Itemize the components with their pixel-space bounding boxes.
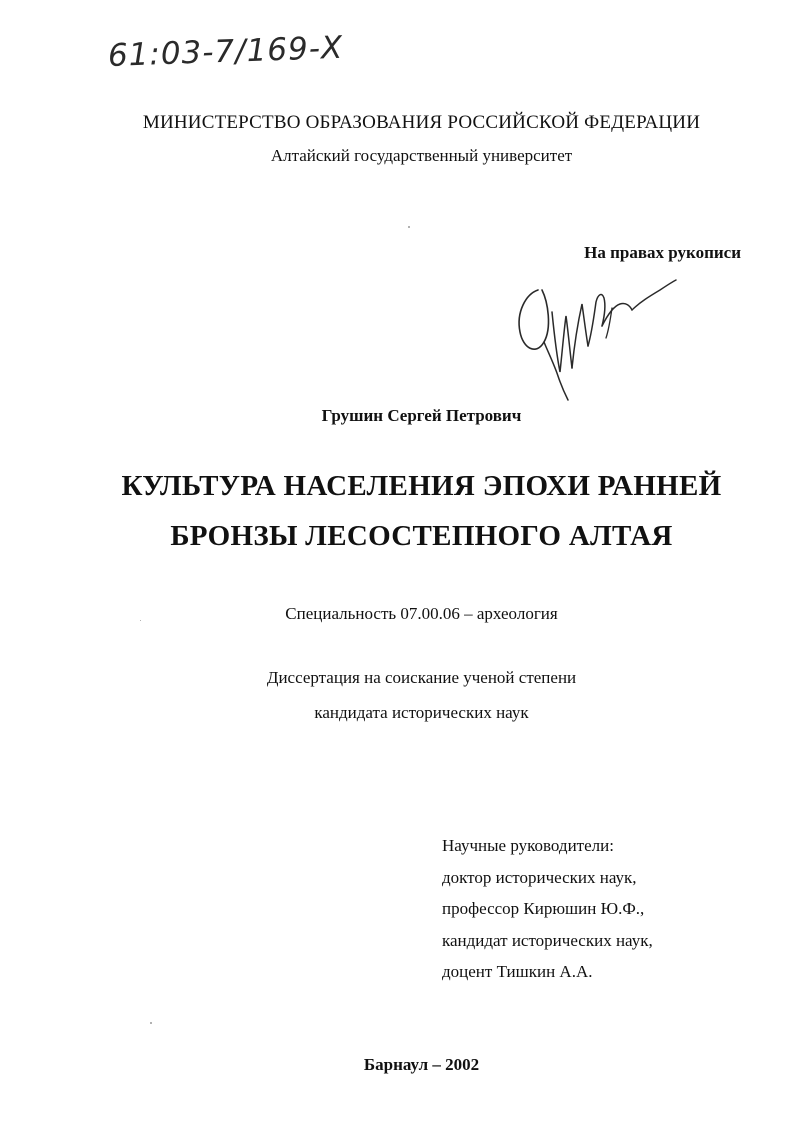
author-name: Грушин Сергей Петрович	[321, 406, 522, 425]
dissertation-title-line-2: БРОНЗЫ ЛЕСОСТЕПНОГО АЛТАЯ	[170, 520, 673, 552]
supervisor-line: профессор Кирюшин Ю.Ф.,	[442, 899, 645, 918]
scan-speck	[408, 226, 410, 228]
supervisors-heading: Научные руководители:	[442, 836, 614, 855]
signature-icon	[508, 272, 678, 402]
supervisor-line: доктор исторических наук,	[442, 867, 637, 887]
rights-note: На правах рукописи	[584, 243, 741, 262]
scan-speck	[140, 620, 141, 621]
university-name: Алтайский государственный университет	[270, 146, 573, 165]
degree-line-2: кандидата исторических наук	[314, 703, 529, 722]
degree-line-1: Диссертация на соискание ученой степени	[266, 668, 577, 687]
dissertation-title-line-1: КУЛЬТУРА НАСЕЛЕНИЯ ЭПОХИ РАННЕЙ	[121, 470, 722, 502]
supervisor-line: доцент Тишкин А.А.	[442, 962, 593, 981]
supervisors-block	[442, 830, 653, 988]
specialty: Специальность 07.00.06 – археология	[285, 604, 558, 623]
supervisor-line: кандидат исторических наук,	[442, 930, 653, 950]
archive-code-handwritten: 61:03-7/169-Х	[107, 29, 344, 74]
place-and-year: Барнаул – 2002	[363, 1055, 480, 1074]
scan-speck	[150, 1022, 152, 1024]
ministry-heading: МИНИСТЕРСТВО ОБРАЗОВАНИЯ РОССИЙСКОЙ ФЕДЕРАЦИИ	[142, 112, 701, 133]
